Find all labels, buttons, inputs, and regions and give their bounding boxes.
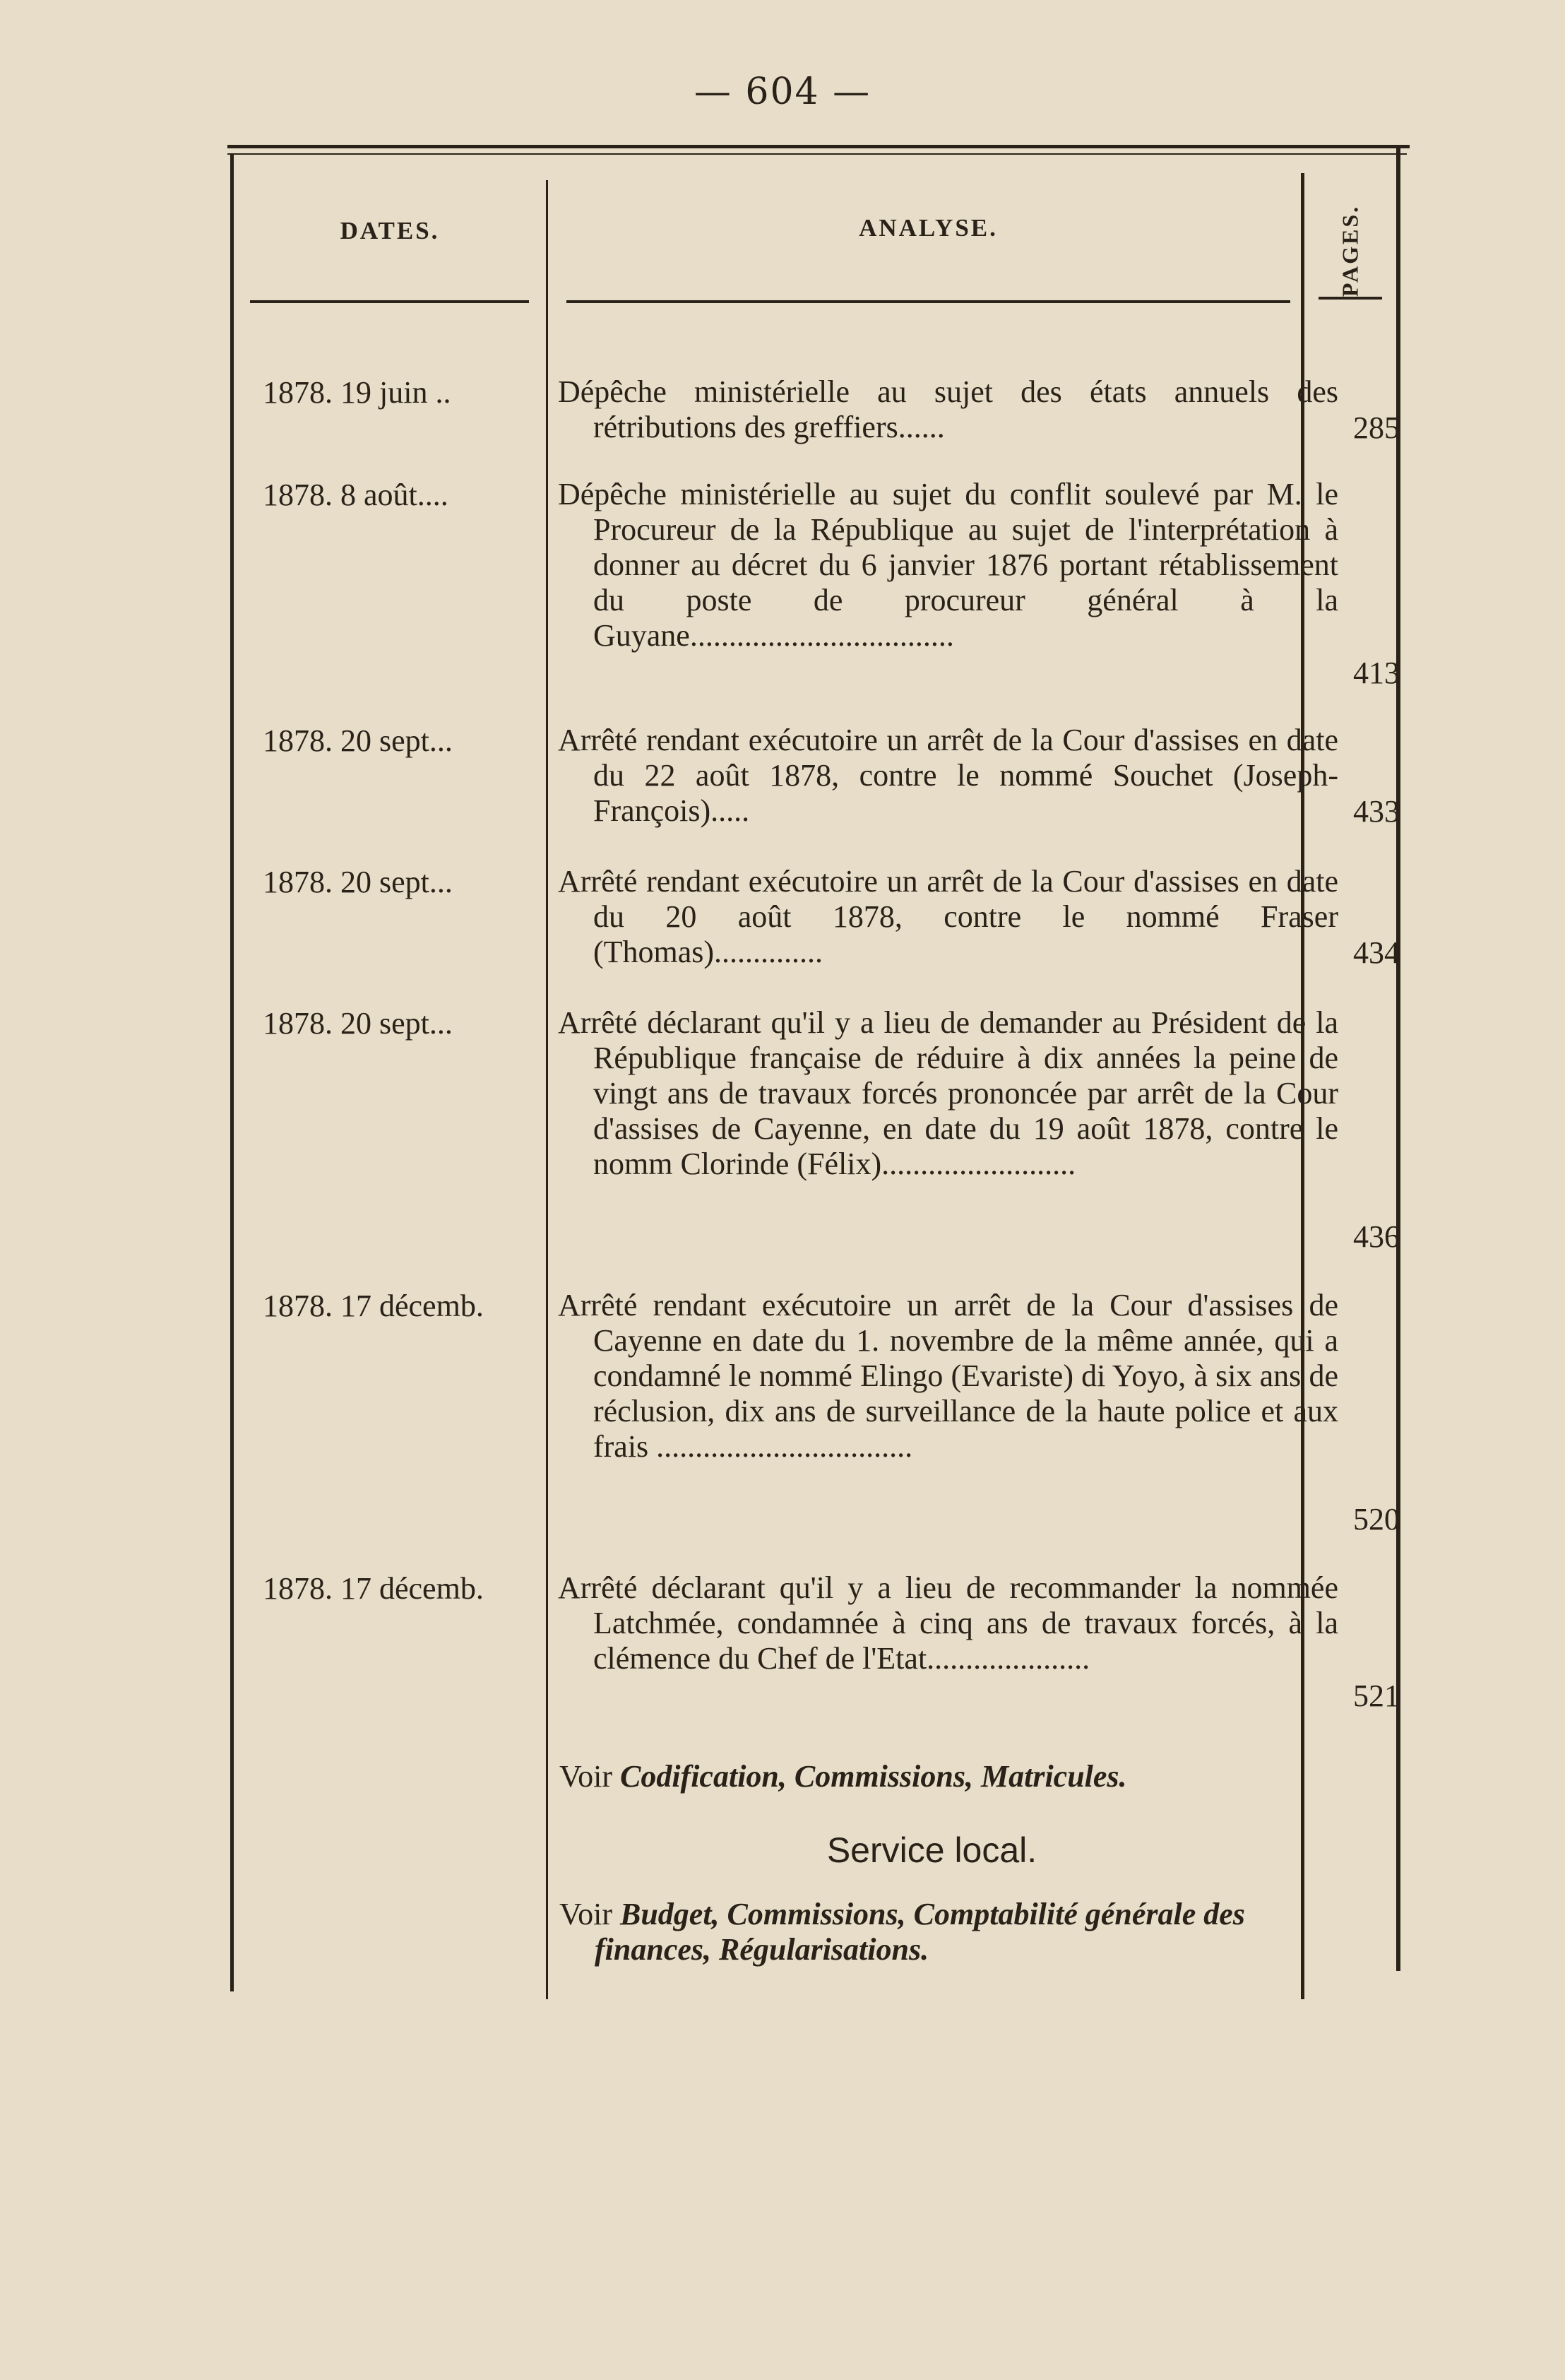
- index-table: [227, 145, 1410, 1996]
- header-pages: PAGES.: [1337, 204, 1363, 297]
- header-analyse: ANALYSE.: [859, 214, 998, 242]
- entry-text: Arrêté rendant exécutoire un arrêt de la Cour d'assises en date du 20 août 1878, contre le nommé Fraser (Thomas)..............: [558, 864, 1338, 969]
- entry-date: 1878. 17 décemb.: [263, 1571, 484, 1606]
- entry-page: 521: [1353, 1679, 1400, 1713]
- entry-page: 285: [1353, 410, 1400, 445]
- entry-date: 1878. 20 sept...: [263, 723, 453, 758]
- col-separator-1: [546, 180, 548, 1999]
- entry-date: 1878. 20 sept...: [263, 1006, 453, 1041]
- header-underline-dates: [250, 300, 529, 303]
- top-rule: [227, 145, 1410, 148]
- page-number: — 604 —: [694, 71, 871, 113]
- voir-refs: Budget, Commissions, Comptabilité générale des finances, Régularisations.: [595, 1897, 1245, 1967]
- entry-page: 436: [1353, 1219, 1400, 1254]
- entry-text: Dépêche ministérielle au sujet des états annuels des rétributions des greffiers......: [558, 374, 1338, 444]
- top-rule-thin: [227, 153, 1407, 155]
- entry-page: 413: [1353, 656, 1400, 690]
- header-underline-analyse: [566, 300, 1290, 303]
- voir-prefix: Voir: [559, 1897, 612, 1931]
- entry-date: 1878. 20 sept...: [263, 865, 453, 899]
- entry-text: Arrêté rendant exécutoire un arrêt de la Cour d'assises en date du 22 août 1878, contre le nommé Souchet (Joseph-François).....: [558, 723, 1338, 828]
- entry-page: 434: [1353, 935, 1400, 970]
- header-dates: DATES.: [340, 217, 440, 244]
- voir-prefix: Voir: [559, 1759, 612, 1794]
- entry-page: 433: [1353, 794, 1400, 829]
- section-title: Service local.: [826, 1830, 1037, 1870]
- entry-date: 1878. 8 août....: [263, 478, 448, 512]
- voir-refs: Codification, Commissions, Matricules.: [619, 1759, 1127, 1794]
- entry-date: 1878. 17 décemb.: [263, 1289, 484, 1323]
- entry-page: 520: [1353, 1502, 1400, 1537]
- left-border: [230, 155, 234, 1991]
- voir-references-1: [559, 1759, 1304, 1794]
- voir-references-2: [559, 1897, 1304, 1967]
- entry-text: Arrêté déclarant qu'il y a lieu de demander au Président de la République française de réduire à dix années la peine de vingt ans de travaux forcés prononcée par arrêt de la Cour d'assises de Cayenne, en date du 19 août 1878, contre le nomm Clorinde (Félix).........................: [558, 1005, 1338, 1181]
- entry-date: 1878. 19 juin ..: [263, 375, 451, 410]
- entry-text: Arrêté déclarant qu'il y a lieu de recommander la nommée Latchmée, condamnée à cinq ans de travaux forcés, à la clémence du Chef de l'Etat.....................: [558, 1570, 1338, 1676]
- entry-text: Dépêche ministérielle au sujet du conflit soulevé par M. le Procureur de la République au sujet de l'interprétation à donner au décret du 6 janvier 1876 portant rétablissement du poste de procureur général à la Guyane..................................: [558, 477, 1338, 653]
- entry-text: Arrêté rendant exécutoire un arrêt de la Cour d'assises de Cayenne en date du 1. novembre de la même année, qui a condamné le nommé Elingo (Evariste) di Yoyo, à six ans de réclusion, dix ans de surveillance de la haute police et aux frais .................................: [558, 1288, 1338, 1464]
